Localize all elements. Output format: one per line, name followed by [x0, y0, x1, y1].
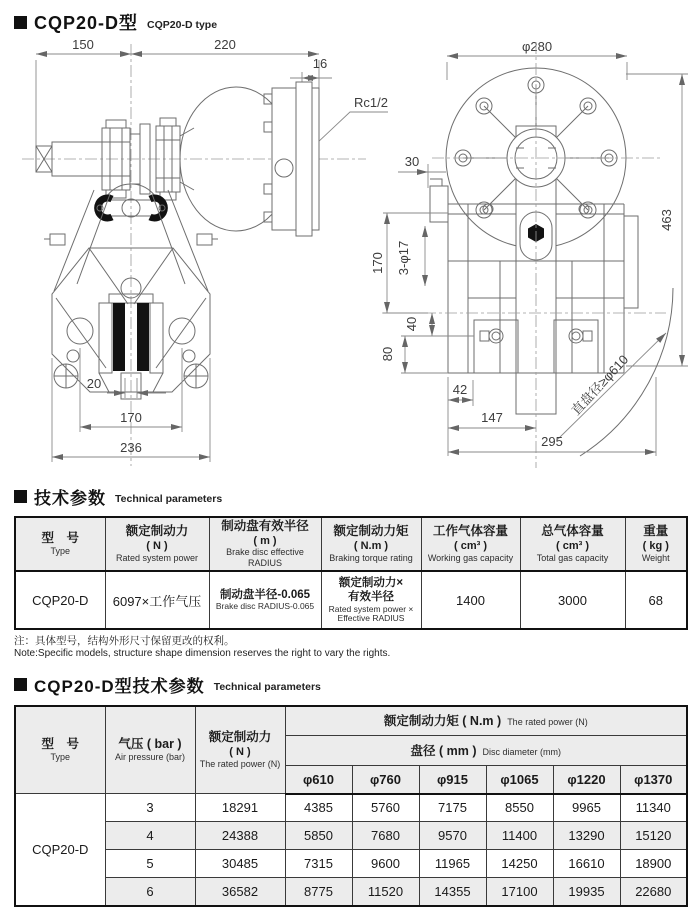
cell-power: 36582: [195, 878, 285, 906]
col-phi1065: φ1065: [486, 766, 553, 794]
table2-header-row-1: [15, 706, 687, 736]
col-phi1370: φ1370: [620, 766, 687, 794]
col2-rated-power: 额定制动力 ( N ) The rated power (N): [195, 706, 285, 794]
section1-title: [14, 484, 686, 508]
footnote: [14, 635, 686, 661]
cell-torque: 8550: [486, 794, 553, 822]
dim-80: 80: [380, 346, 395, 362]
dim-295: 295: [541, 434, 563, 449]
cell-torque: 7680: [352, 822, 419, 850]
label-rc12: Rc1/2: [354, 95, 388, 110]
dim-30: 30: [404, 154, 420, 169]
col-braking-torque: 额定制动力矩 ( N.m ) Braking torque rating: [321, 517, 421, 571]
col2-air-pressure: 气压 ( bar ) Air pressure (bar): [105, 706, 195, 794]
cell2-model: CQP20-D: [15, 794, 105, 906]
table1-data-row: [15, 571, 687, 629]
dim-phi280: φ280: [521, 39, 553, 54]
table-row: [15, 794, 687, 822]
dim-147: 147: [481, 410, 503, 425]
cell-total-gas: 3000: [520, 571, 625, 629]
dim-3-phi17: 3-φ17: [396, 240, 411, 276]
dim-42: 42: [452, 382, 468, 397]
col-phi1220: φ1220: [553, 766, 620, 794]
model-parameters-table: [14, 705, 688, 907]
cell-pressure: 3: [105, 794, 195, 822]
table-row: [15, 822, 687, 850]
col-type-en: Type: [50, 546, 70, 557]
footnote-zh: 注：具体型号，结构外形尺寸保留更改的权利。: [14, 635, 235, 647]
col-phi760: φ760: [352, 766, 419, 794]
page-title-en: CQP20-D type: [147, 18, 218, 31]
cell-torque: 14355: [419, 878, 486, 906]
cell-torque: 13290: [553, 822, 620, 850]
cell-torque: 8775: [285, 878, 352, 906]
col-type: [15, 517, 105, 571]
cell-pressure: 6: [105, 878, 195, 906]
cell-torque: 17100: [486, 878, 553, 906]
cell-torque: 9600: [352, 850, 419, 878]
section2-title-en: Technical parameters: [213, 681, 321, 694]
section2-title-zh: CQP20-D型技术参数: [34, 677, 205, 697]
cell-torque: 5760: [352, 794, 419, 822]
dim-16: 16: [312, 56, 328, 71]
col-phi915: φ915: [419, 766, 486, 794]
cell-torque: 7315: [285, 850, 352, 878]
side-view-drawing: [14, 36, 390, 474]
cell-torque: 11965: [419, 850, 486, 878]
section1-title-en: Technical parameters: [115, 492, 223, 505]
col-weight: 重量 ( kg ) Weight: [625, 517, 687, 571]
square-bullet-icon: [14, 490, 27, 503]
col-type-zh: 型 号: [41, 530, 79, 545]
square-bullet-icon: [14, 678, 27, 691]
section2-title: [14, 673, 686, 697]
cell-working-gas: 1400: [421, 571, 520, 629]
cell-torque: 4385: [285, 794, 352, 822]
cell-torque: 11340: [620, 794, 687, 822]
cell-power: 30485: [195, 850, 285, 878]
table-row: [15, 850, 687, 878]
cell-rated-power: 6097×工作气压: [105, 571, 209, 629]
cell-torque: 11400: [486, 822, 553, 850]
footnote-en: Note:Specific models, structure shape dimension reserves the right to vary the rights.: [14, 648, 391, 660]
cell-torque: 额定制动力× 有效半径 Rated system power × Effective RADIUS: [321, 571, 421, 629]
group-disc-diameter: 盘径 ( mm ) Disc diameter (mm): [285, 736, 687, 766]
cell-weight: 68: [625, 571, 687, 629]
col2-type: 型 号 Type: [15, 706, 105, 794]
technical-drawings: [14, 36, 686, 474]
cell-torque: 16610: [553, 850, 620, 878]
page-title-zh: CQP20-D型: [34, 13, 139, 33]
dim-40: 40: [404, 316, 419, 332]
dim-150: 150: [72, 37, 94, 52]
dim-170-left: 170: [120, 410, 142, 425]
group-torque: 额定制动力矩 ( N.m ) The rated power (N): [285, 706, 687, 736]
square-bullet-icon: [14, 16, 27, 29]
col-rated-power: 额定制动力 ( N ) Rated system power: [105, 517, 209, 571]
cell-torque: 18900: [620, 850, 687, 878]
col-phi610: φ610: [285, 766, 352, 794]
dim-463: 463: [659, 209, 674, 231]
cell-torque: 19935: [553, 878, 620, 906]
cell-radius: 制动盘半径-0.065 Brake disc RADIUS-0.065: [209, 571, 321, 629]
section1-title-zh: 技术参数: [34, 488, 106, 508]
cell-pressure: 5: [105, 850, 195, 878]
cell-pressure: 4: [105, 822, 195, 850]
cell-power: 24388: [195, 822, 285, 850]
dim-236: 236: [120, 440, 142, 455]
cell-torque: 15120: [620, 822, 687, 850]
cell-torque: 9570: [419, 822, 486, 850]
dim-20: 20: [86, 376, 102, 391]
cell-torque: 9965: [553, 794, 620, 822]
col-total-gas: 总气体容量 ( cm³ ) Total gas capacity: [520, 517, 625, 571]
dim-220: 220: [214, 37, 236, 52]
cell-torque: 14250: [486, 850, 553, 878]
label-disc-diameter: 直盘径≥φ610: [568, 351, 632, 418]
cell-torque: 22680: [620, 878, 687, 906]
cell-power: 18291: [195, 794, 285, 822]
table1-header-row: [15, 517, 687, 571]
front-view-drawing: [370, 36, 700, 474]
col-working-gas: 工作气体容量 ( cm³ ) Working gas capacity: [421, 517, 520, 571]
dim-170-right: 170: [370, 252, 385, 274]
cell-torque: 7175: [419, 794, 486, 822]
col-effective-radius: 制动盘有效半径 ( m ) Brake disc effective RADIUS: [209, 517, 321, 571]
cell-torque: 5850: [285, 822, 352, 850]
page-title: [14, 10, 686, 34]
cell-torque: 11520: [352, 878, 419, 906]
cell-model: CQP20-D: [15, 571, 105, 629]
technical-parameters-table: [14, 516, 688, 630]
table-row: [15, 878, 687, 906]
